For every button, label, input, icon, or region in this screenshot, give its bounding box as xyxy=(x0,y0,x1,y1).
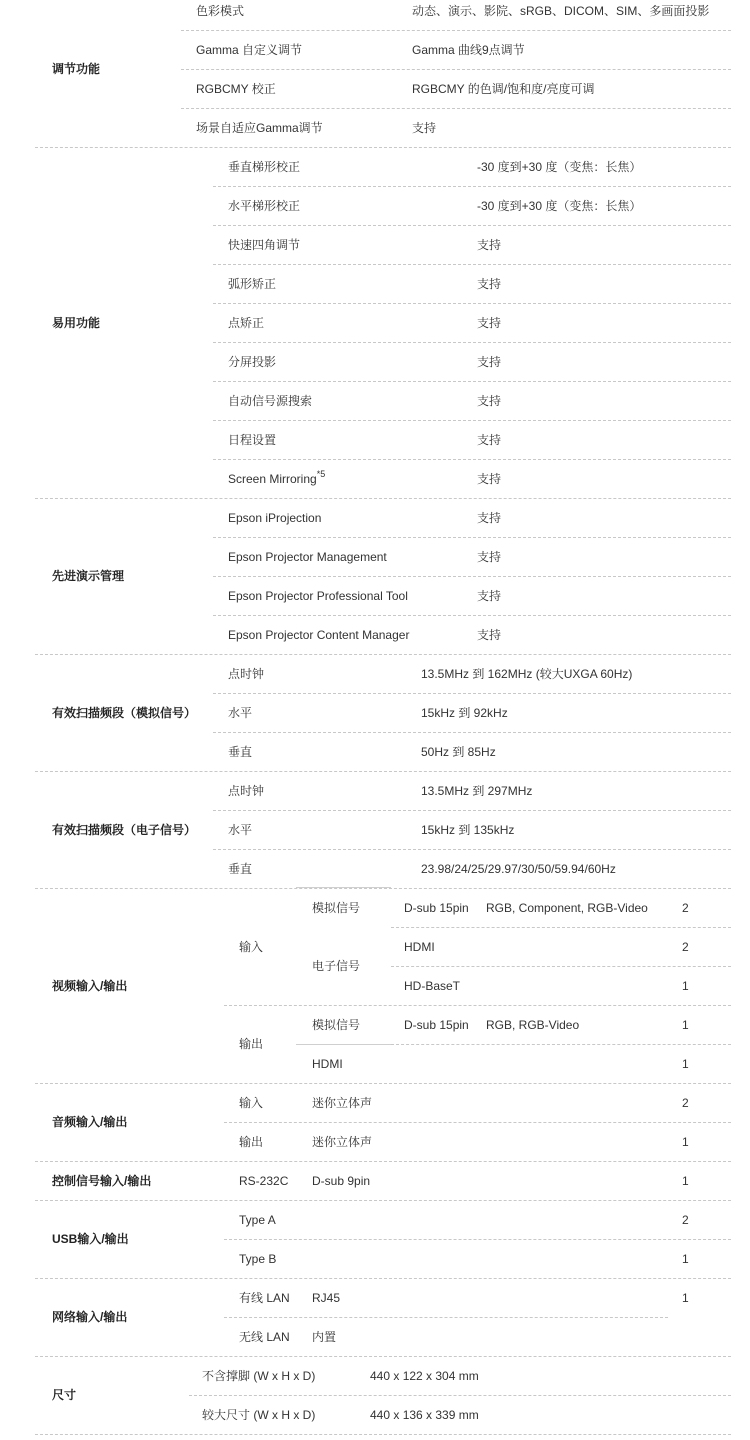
row-divider xyxy=(213,537,731,538)
row-name: 日程设置 xyxy=(228,433,277,447)
audio-input-label: 输入 xyxy=(239,1096,264,1110)
row-name: Epson iProjection xyxy=(228,511,322,525)
section-divider xyxy=(35,654,731,655)
row-value: -30 度到+30 度（变焦：长焦） xyxy=(477,199,642,213)
video-out-hdmi: HDMI xyxy=(312,1057,343,1071)
section-label-control-io: 控制信号输入/输出 xyxy=(52,1174,152,1188)
row-name: 较大尺寸 (W x H x D) xyxy=(202,1408,316,1422)
row-divider xyxy=(181,108,731,109)
section-label-size: 尺寸 xyxy=(52,1388,77,1402)
section-label-ease: 易用功能 xyxy=(52,316,101,330)
section-divider xyxy=(35,1434,731,1435)
row-divider xyxy=(181,69,731,70)
video-out-analog-signals: RGB, RGB-Video xyxy=(486,1018,580,1032)
section-divider xyxy=(35,1083,731,1084)
network-wired-count: 1 xyxy=(682,1291,689,1305)
section-label-video-io: 视频输入/输出 xyxy=(52,979,128,993)
section-divider xyxy=(35,1161,731,1162)
row-name-screen-mirroring xyxy=(228,469,326,487)
row-name: 水平 xyxy=(228,823,253,837)
control-count: 1 xyxy=(682,1174,689,1188)
row-divider xyxy=(224,1317,668,1318)
row-divider xyxy=(391,966,731,967)
row-value: 支持 xyxy=(477,394,502,408)
video-analog-label: 模拟信号 xyxy=(312,901,361,915)
row-divider xyxy=(213,576,731,577)
row-name: 不含撑脚 (W x H x D) xyxy=(202,1369,316,1383)
row-divider xyxy=(213,849,731,850)
row-value: 支持 xyxy=(477,433,502,447)
row-value: 支持 xyxy=(477,628,502,642)
row-name-text: Screen Mirroring xyxy=(228,472,317,486)
row-value: Gamma 曲线9点调节 xyxy=(412,43,525,57)
row-value: -30 度到+30 度（变焦：长焦） xyxy=(477,160,642,174)
section-divider xyxy=(35,771,731,772)
row-value: 支持 xyxy=(477,316,502,330)
row-divider xyxy=(224,1239,731,1240)
row-name: RGBCMY 校正 xyxy=(196,82,276,96)
usb-type-a: Type A xyxy=(239,1213,276,1227)
row-name: 自动信号源搜索 xyxy=(228,394,313,408)
section-label-network-io: 网络输入/输出 xyxy=(52,1310,128,1324)
cell-border xyxy=(296,1044,391,1045)
row-divider xyxy=(213,420,731,421)
row-value: 13.5MHz 到 162MHz (较大UXGA 60Hz) xyxy=(421,667,633,681)
video-in-hdbaset: HD-BaseT xyxy=(404,979,461,993)
audio-output-count: 1 xyxy=(682,1135,689,1149)
row-divider xyxy=(224,1005,731,1006)
video-out-analog-count: 1 xyxy=(682,1018,689,1032)
row-name: 快速四角调节 xyxy=(228,238,301,252)
audio-output-label: 输出 xyxy=(239,1135,264,1149)
section-divider xyxy=(35,498,731,499)
audio-input-count: 2 xyxy=(682,1096,689,1110)
row-value: 支持 xyxy=(477,589,502,603)
row-name: 点时钟 xyxy=(228,667,265,681)
row-value: 440 x 122 x 304 mm xyxy=(370,1369,479,1383)
row-value: 23.98/24/25/29.97/30/50/59.94/60Hz xyxy=(421,862,616,876)
video-in-analog-port: D-sub 15pin xyxy=(404,901,469,915)
video-in-analog-signals: RGB, Component, RGB-Video xyxy=(486,901,648,915)
row-name: 水平 xyxy=(228,706,253,720)
footnote-mark: *5 xyxy=(316,469,326,479)
row-value: 15kHz 到 92kHz xyxy=(421,706,508,720)
cell-border xyxy=(296,887,391,888)
row-value: 支持 xyxy=(477,238,502,252)
network-wireless-value: 内置 xyxy=(312,1330,337,1344)
row-value: 支持 xyxy=(412,121,437,135)
row-name: 点时钟 xyxy=(228,784,265,798)
section-divider xyxy=(35,1278,731,1279)
usb-type-b: Type B xyxy=(239,1252,277,1266)
row-value: 支持 xyxy=(477,511,502,525)
row-divider xyxy=(391,927,731,928)
row-name: 垂直梯形校正 xyxy=(228,160,301,174)
row-divider xyxy=(224,1122,731,1123)
usb-type-b-count: 1 xyxy=(682,1252,689,1266)
network-wireless-label: 无线 LAN xyxy=(239,1330,290,1344)
video-digital-label: 电子信号 xyxy=(312,959,361,973)
row-name: 水平梯形校正 xyxy=(228,199,301,213)
row-divider xyxy=(213,186,731,187)
row-divider xyxy=(213,342,731,343)
row-name: 分屏投影 xyxy=(228,355,277,369)
control-value: D-sub 9pin xyxy=(312,1174,371,1188)
row-name: Epson Projector Content Manager xyxy=(228,628,410,642)
audio-input-value: 迷你立体声 xyxy=(312,1096,373,1110)
video-output-label: 输出 xyxy=(239,1037,264,1051)
row-value: 动态、演示、影院、sRGB、DICOM、SIM、多画面投影 xyxy=(412,4,710,18)
video-in-hdbaset-count: 1 xyxy=(682,979,689,993)
row-name: 色彩模式 xyxy=(196,4,245,18)
row-value: RGBCMY 的色调/饱和度/亮度可调 xyxy=(412,82,595,96)
row-divider xyxy=(213,381,731,382)
network-wired-label: 有线 LAN xyxy=(239,1291,290,1305)
row-value: 50Hz 到 85Hz xyxy=(421,745,496,759)
row-name: 垂直 xyxy=(228,862,253,876)
row-divider xyxy=(213,225,731,226)
row-value: 13.5MHz 到 297MHz xyxy=(421,784,533,798)
row-name: Epson Projector Management xyxy=(228,550,387,564)
row-divider xyxy=(213,264,731,265)
network-wired-value: RJ45 xyxy=(312,1291,341,1305)
row-name: 垂直 xyxy=(228,745,253,759)
row-value: 15kHz 到 135kHz xyxy=(421,823,515,837)
row-divider xyxy=(213,732,731,733)
section-label-scan-digital: 有效扫描频段（电子信号） xyxy=(52,823,197,837)
row-divider xyxy=(189,1395,731,1396)
video-in-hdmi-count: 2 xyxy=(682,940,689,954)
section-label-usb-io: USB输入/输出 xyxy=(52,1232,129,1246)
row-divider xyxy=(391,1044,731,1045)
section-divider xyxy=(35,1200,731,1201)
section-divider xyxy=(35,888,731,889)
video-in-analog-count: 2 xyxy=(682,901,689,915)
video-out-hdmi-count: 1 xyxy=(682,1057,689,1071)
row-name: Gamma 自定义调节 xyxy=(196,43,303,57)
section-label-audio-io: 音频输入/输出 xyxy=(52,1115,128,1129)
video-out-analog-label: 模拟信号 xyxy=(312,1018,361,1032)
row-value: 支持 xyxy=(477,550,502,564)
row-divider xyxy=(213,303,731,304)
section-label-scan-analog: 有效扫描频段（模拟信号） xyxy=(52,706,197,720)
row-divider xyxy=(213,693,731,694)
video-input-label: 输入 xyxy=(239,940,264,954)
usb-type-a-count: 2 xyxy=(682,1213,689,1227)
section-divider xyxy=(35,147,731,148)
section-label-tuning: 调节功能 xyxy=(52,62,101,76)
section-divider xyxy=(35,1356,731,1357)
row-divider xyxy=(213,810,731,811)
row-name: 点矫正 xyxy=(228,316,265,330)
control-port: RS-232C xyxy=(239,1174,289,1188)
row-name: 场景自适应Gamma调节 xyxy=(196,121,323,135)
row-value: 440 x 136 x 339 mm xyxy=(370,1408,479,1422)
row-name: 弧形矫正 xyxy=(228,277,277,291)
row-divider xyxy=(213,615,731,616)
row-value: 支持 xyxy=(477,355,502,369)
row-divider xyxy=(181,30,731,31)
section-label-presentation: 先进演示管理 xyxy=(52,569,125,583)
video-out-analog-port: D-sub 15pin xyxy=(404,1018,469,1032)
row-divider xyxy=(213,459,731,460)
video-in-hdmi: HDMI xyxy=(404,940,435,954)
row-value: 支持 xyxy=(477,472,502,486)
row-name: Epson Projector Professional Tool xyxy=(228,589,408,603)
row-value: 支持 xyxy=(477,277,502,291)
audio-output-value: 迷你立体声 xyxy=(312,1135,373,1149)
